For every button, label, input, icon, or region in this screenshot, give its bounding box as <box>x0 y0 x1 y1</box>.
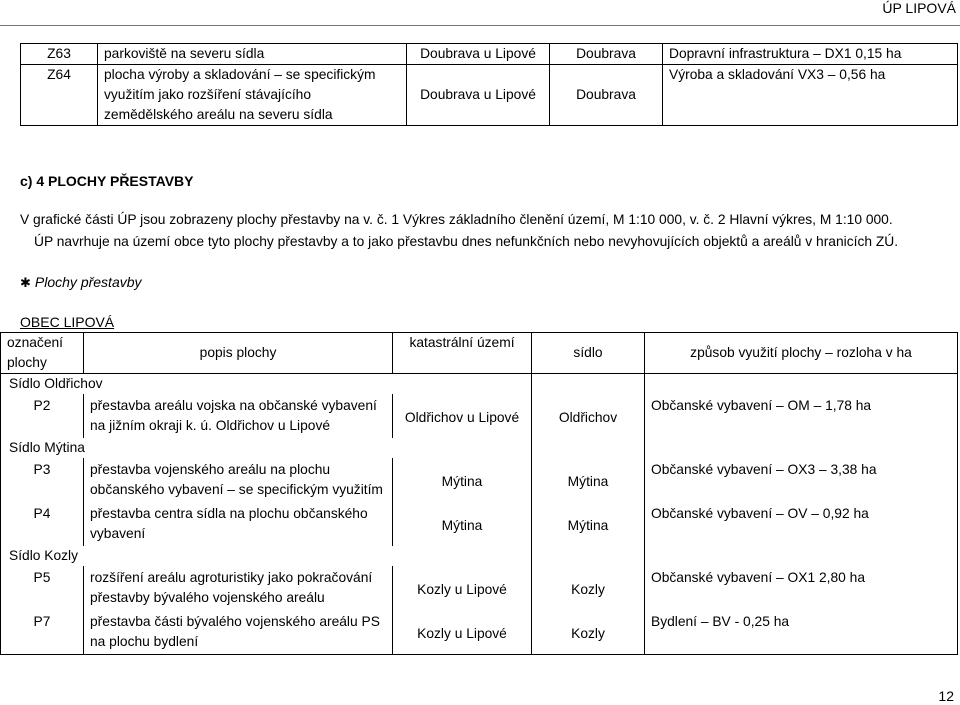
section-heading: c) 4 PLOCHY PŘESTAVBY <box>20 173 194 189</box>
table-row <box>1 394 958 438</box>
header-use: způsob využití plochy – rozloha v ha <box>645 333 958 374</box>
municipality-heading: OBEC LIPOVÁ <box>20 314 115 330</box>
asterisk-bullet-icon: ✱ <box>20 275 31 290</box>
cell-cadastral: Oldřichov u Lipové <box>393 394 532 438</box>
group-label: Sídlo Mýtina <box>1 438 393 458</box>
cell-town: Doubrava <box>550 44 663 65</box>
cell-description: přestavba části bývalého vojenského areálu PS na plochu bydlení <box>84 610 393 655</box>
group-row <box>1 374 958 395</box>
cell-description: přestavba centra sídla na plochu občanského vybavení <box>84 502 393 546</box>
cell-town: Oldřichov <box>532 394 645 438</box>
group-label: Sídlo Kozly <box>1 546 393 566</box>
group-label: Sídlo Oldřichov <box>1 374 393 395</box>
table-row <box>21 65 958 126</box>
header-rule <box>0 25 960 26</box>
cell-use: Občanské vybavení – OV – 0,92 ha <box>645 502 958 546</box>
page-number: 12 <box>938 688 954 704</box>
cell-code: P7 <box>1 610 84 655</box>
cell-use: Občanské vybavení – OX1 2,80 ha <box>645 566 958 610</box>
cell-town: Kozly <box>532 610 645 655</box>
header-description: popis plochy <box>84 333 393 374</box>
cell-code: Z64 <box>21 65 98 126</box>
table-row <box>1 458 958 502</box>
cell-use: Občanské vybavení – OX3 – 3,38 ha <box>645 458 958 502</box>
cell-cadastral: Mýtina <box>393 458 532 502</box>
cell-description: přestavba vojenského areálu na plochu občanského vybavení – se specifickým využitím <box>84 458 393 502</box>
table-row <box>1 502 958 546</box>
header-town: sídlo <box>532 333 645 374</box>
cell-description: parkoviště na severu sídla <box>98 44 407 65</box>
cell-use: Občanské vybavení – OM – 1,78 ha <box>645 394 958 438</box>
cell-town: Mýtina <box>532 458 645 502</box>
group-row <box>1 546 958 566</box>
cell-cadastral: Kozly u Lipové <box>393 566 532 610</box>
top-table <box>20 43 958 126</box>
cell-town: Kozly <box>532 566 645 610</box>
cell-town: Mýtina <box>532 502 645 546</box>
cell-town: Doubrava <box>550 65 663 126</box>
header-code: označení plochy <box>1 333 84 374</box>
cell-cadastral: Kozly u Lipové <box>393 610 532 655</box>
cell-description: rozšíření areálu agroturistiky jako pokračování přestavby bývalého vojenského areálu <box>84 566 393 610</box>
cell-cadastral: Doubrava u Lipové <box>407 65 550 126</box>
body-text-line: V grafické části ÚP jsou zobrazeny plochy přestavby na v. č. 1 Výkres základního členění území, M 1:10 000, v. č. 2 Hlavní výkres, M 1:10 000. <box>20 212 893 227</box>
cell-code: P4 <box>1 502 84 546</box>
cell-use: Bydlení – BV - 0,25 ha <box>645 610 958 655</box>
cell-description: plocha výroby a skladování – se specifickým využitím jako rozšíření stávajícího zemědělského areálu na severu sídla <box>98 65 407 126</box>
table-row <box>1 566 958 610</box>
cell-code: P3 <box>1 458 84 502</box>
body-text-line: ÚP navrhuje na území obce tyto plochy přestavby a to jako přestavbu dnes nefunkčních nebo nevyhovujících objektů a areálů v hranicích ZÚ. <box>34 234 899 249</box>
group-row <box>1 438 958 458</box>
header-cadastral: katastrální území <box>393 333 532 374</box>
cell-description: přestavba areálu vojska na občanské vybavení na jižním okraji k. ú. Oldřichov u Lipové <box>84 394 393 438</box>
cell-cadastral: Mýtina <box>393 502 532 546</box>
cell-use: Dopravní infrastruktura – DX1 0,15 ha <box>663 44 958 65</box>
cell-code: P2 <box>1 394 84 438</box>
sub-heading-label: Plochy přestavby <box>34 274 142 290</box>
cell-code: P5 <box>1 566 84 610</box>
table-header-row <box>1 333 958 374</box>
cell-use: Výroba a skladování VX3 – 0,56 ha <box>663 65 958 126</box>
table-row <box>21 44 958 65</box>
main-table <box>0 332 958 655</box>
sub-heading <box>20 274 142 291</box>
cell-code: Z63 <box>21 44 98 65</box>
table-row <box>1 610 958 655</box>
cell-cadastral: Doubrava u Lipové <box>407 44 550 65</box>
header-title: ÚP LIPOVÁ <box>882 0 956 16</box>
